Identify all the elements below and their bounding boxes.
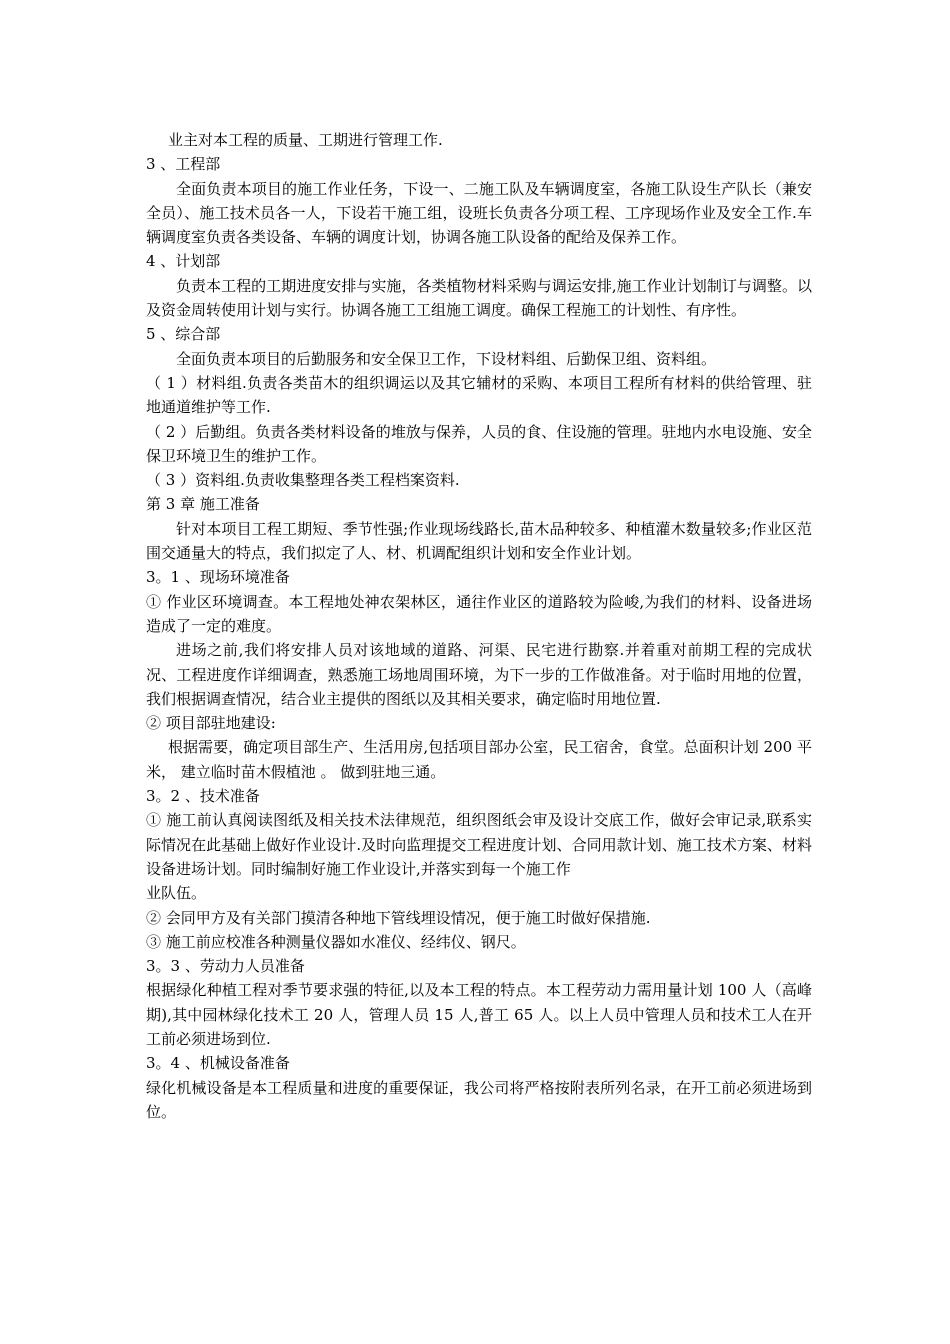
paragraph-site-survey: 进场之前,我们将安排人员对该地域的道路、河渠、民宅进行勘察.并着重对前期工程的完成状况、工程进度作详细调查，熟悉施工场地周围环境，为下一步的工作做准备。对于临时用地的位置，我们根据调查情况，结合业主提供的图纸以及其相关要求，确定临时用地位置. <box>146 641 812 708</box>
list-item-drawing-review: ① 施工前认真阅读图纸及相关技术法律规范，组织图纸会审及设计交底工作，做好会审记录,联系实际情况在此基础上做好作业设计.及时向监理提交工程进度计划、合同用款计划、施工技术方案、材料设备进场计划。同时编制好施工作业设计,并落实到每一个施工作 <box>146 811 812 878</box>
paragraph-project-station: 根据需要，确定项目部生产、生活用房,包括项目部办公室，民工宿舍，食堂。总面积计划 200 平米， 建立临时苗木假植池 。 做到驻地三通。 <box>146 738 812 781</box>
heading-engineering-dept: 3 、工程部 <box>146 155 221 174</box>
paragraph-general-dept: 全面负责本项目的后勤服务和安全保卫工作，下设材料组、后勤保卫组、资料组。 <box>176 349 717 368</box>
list-item-project-station: ② 项目部驻地建设: <box>146 714 276 733</box>
heading-site-environment: 3。1 、现场环境准备 <box>146 568 290 587</box>
paragraph-engineering-dept: 全面负责本项目的施工作业任务，下设一、二施工队及车辆调度室，各施工队设生产队长（兼安全员）、施工技术员各一人，下设若干施工组，设班长负责各分项工程、工序现场作业及安全工作.车辆调度室负责各类设备、车辆的调度计划，协调各施工队设备的配给及保养工作。 <box>146 179 812 247</box>
document-page <box>146 128 812 1124</box>
list-item-materials-group: （ 1 ）材料组.负责各类苗木的组织调运以及其它辅材的采购、本项目工程所有材料的供给管理、驻地通道维护等工作. <box>146 373 812 417</box>
heading-equipment-prep: 3。4 、机械设备准备 <box>146 1054 290 1073</box>
paragraph-labor-plan: 根据绿化种植工程对季节要求强的特征,以及本工程的特点。本工程劳动力需用量计划 100 人（高峰期),其中园林绿化技术工 20 人，管理人员 15 人,普工 65 人。以上人员中管理人员和技术工人在开工前必须进场到位. <box>146 981 812 1048</box>
heading-general-dept: 5 、综合部 <box>146 325 221 344</box>
list-item-records-group: （ 3 ）资料组.负责收集整理各类工程档案资料. <box>146 471 460 490</box>
heading-labor-prep: 3。3 、劳动力人员准备 <box>146 957 305 976</box>
list-item-environment-survey: ① 作业区环境调查。本工程地处神农架林区，通往作业区的道路较为险峻,为我们的材料、设备进场造成了一定的难度。 <box>146 592 812 635</box>
list-item-underground-pipes: ② 会同甲方及有关部门摸清各种地下管线埋设情况，便于施工时做好保措施. <box>146 908 651 927</box>
list-item-drawing-review-continued: 业队伍。 <box>146 884 207 903</box>
chapter-heading-preparation: 第 3 章 施工准备 <box>146 495 260 514</box>
heading-technical-prep: 3。2 、技术准备 <box>146 787 260 806</box>
paragraph-preparation-intro: 针对本项目工程工期短、季节性强;作业现场线路长,苗木品种较多、种植灌木数量较多;作业区范围交通量大的特点，我们拟定了人、材、机调配组织计划和安全作业计划。 <box>146 519 812 563</box>
list-item-instrument-calibration: ③ 施工前应校准各种测量仪器如水准仪、经纬仪、钢尺。 <box>146 932 526 951</box>
paragraph-planning-dept: 负责本工程的工期进度安排与实施，各类植物材料采购与调运安排,施工作业计划制订与调整。以及资金周转使用计划与实行。协调各施工工组施工调度。确保工程施工的计划性、有序性。 <box>146 276 812 320</box>
heading-planning-dept: 4 、计划部 <box>146 252 221 271</box>
paragraph-equipment-plan: 绿化机械设备是本工程质量和进度的重要保证，我公司将严格按附表所列名录，在开工前必须进场到位。 <box>146 1078 812 1121</box>
list-item-logistics-group: （ 2 ）后勤组。负责各类材料设备的堆放与保养，人员的食、住设施的管理。驻地内水电设施、安全保卫环境卫生的维护工作。 <box>146 422 812 465</box>
paragraph-owner-management: 业主对本工程的质量、工期进行管理工作. <box>168 131 443 149</box>
